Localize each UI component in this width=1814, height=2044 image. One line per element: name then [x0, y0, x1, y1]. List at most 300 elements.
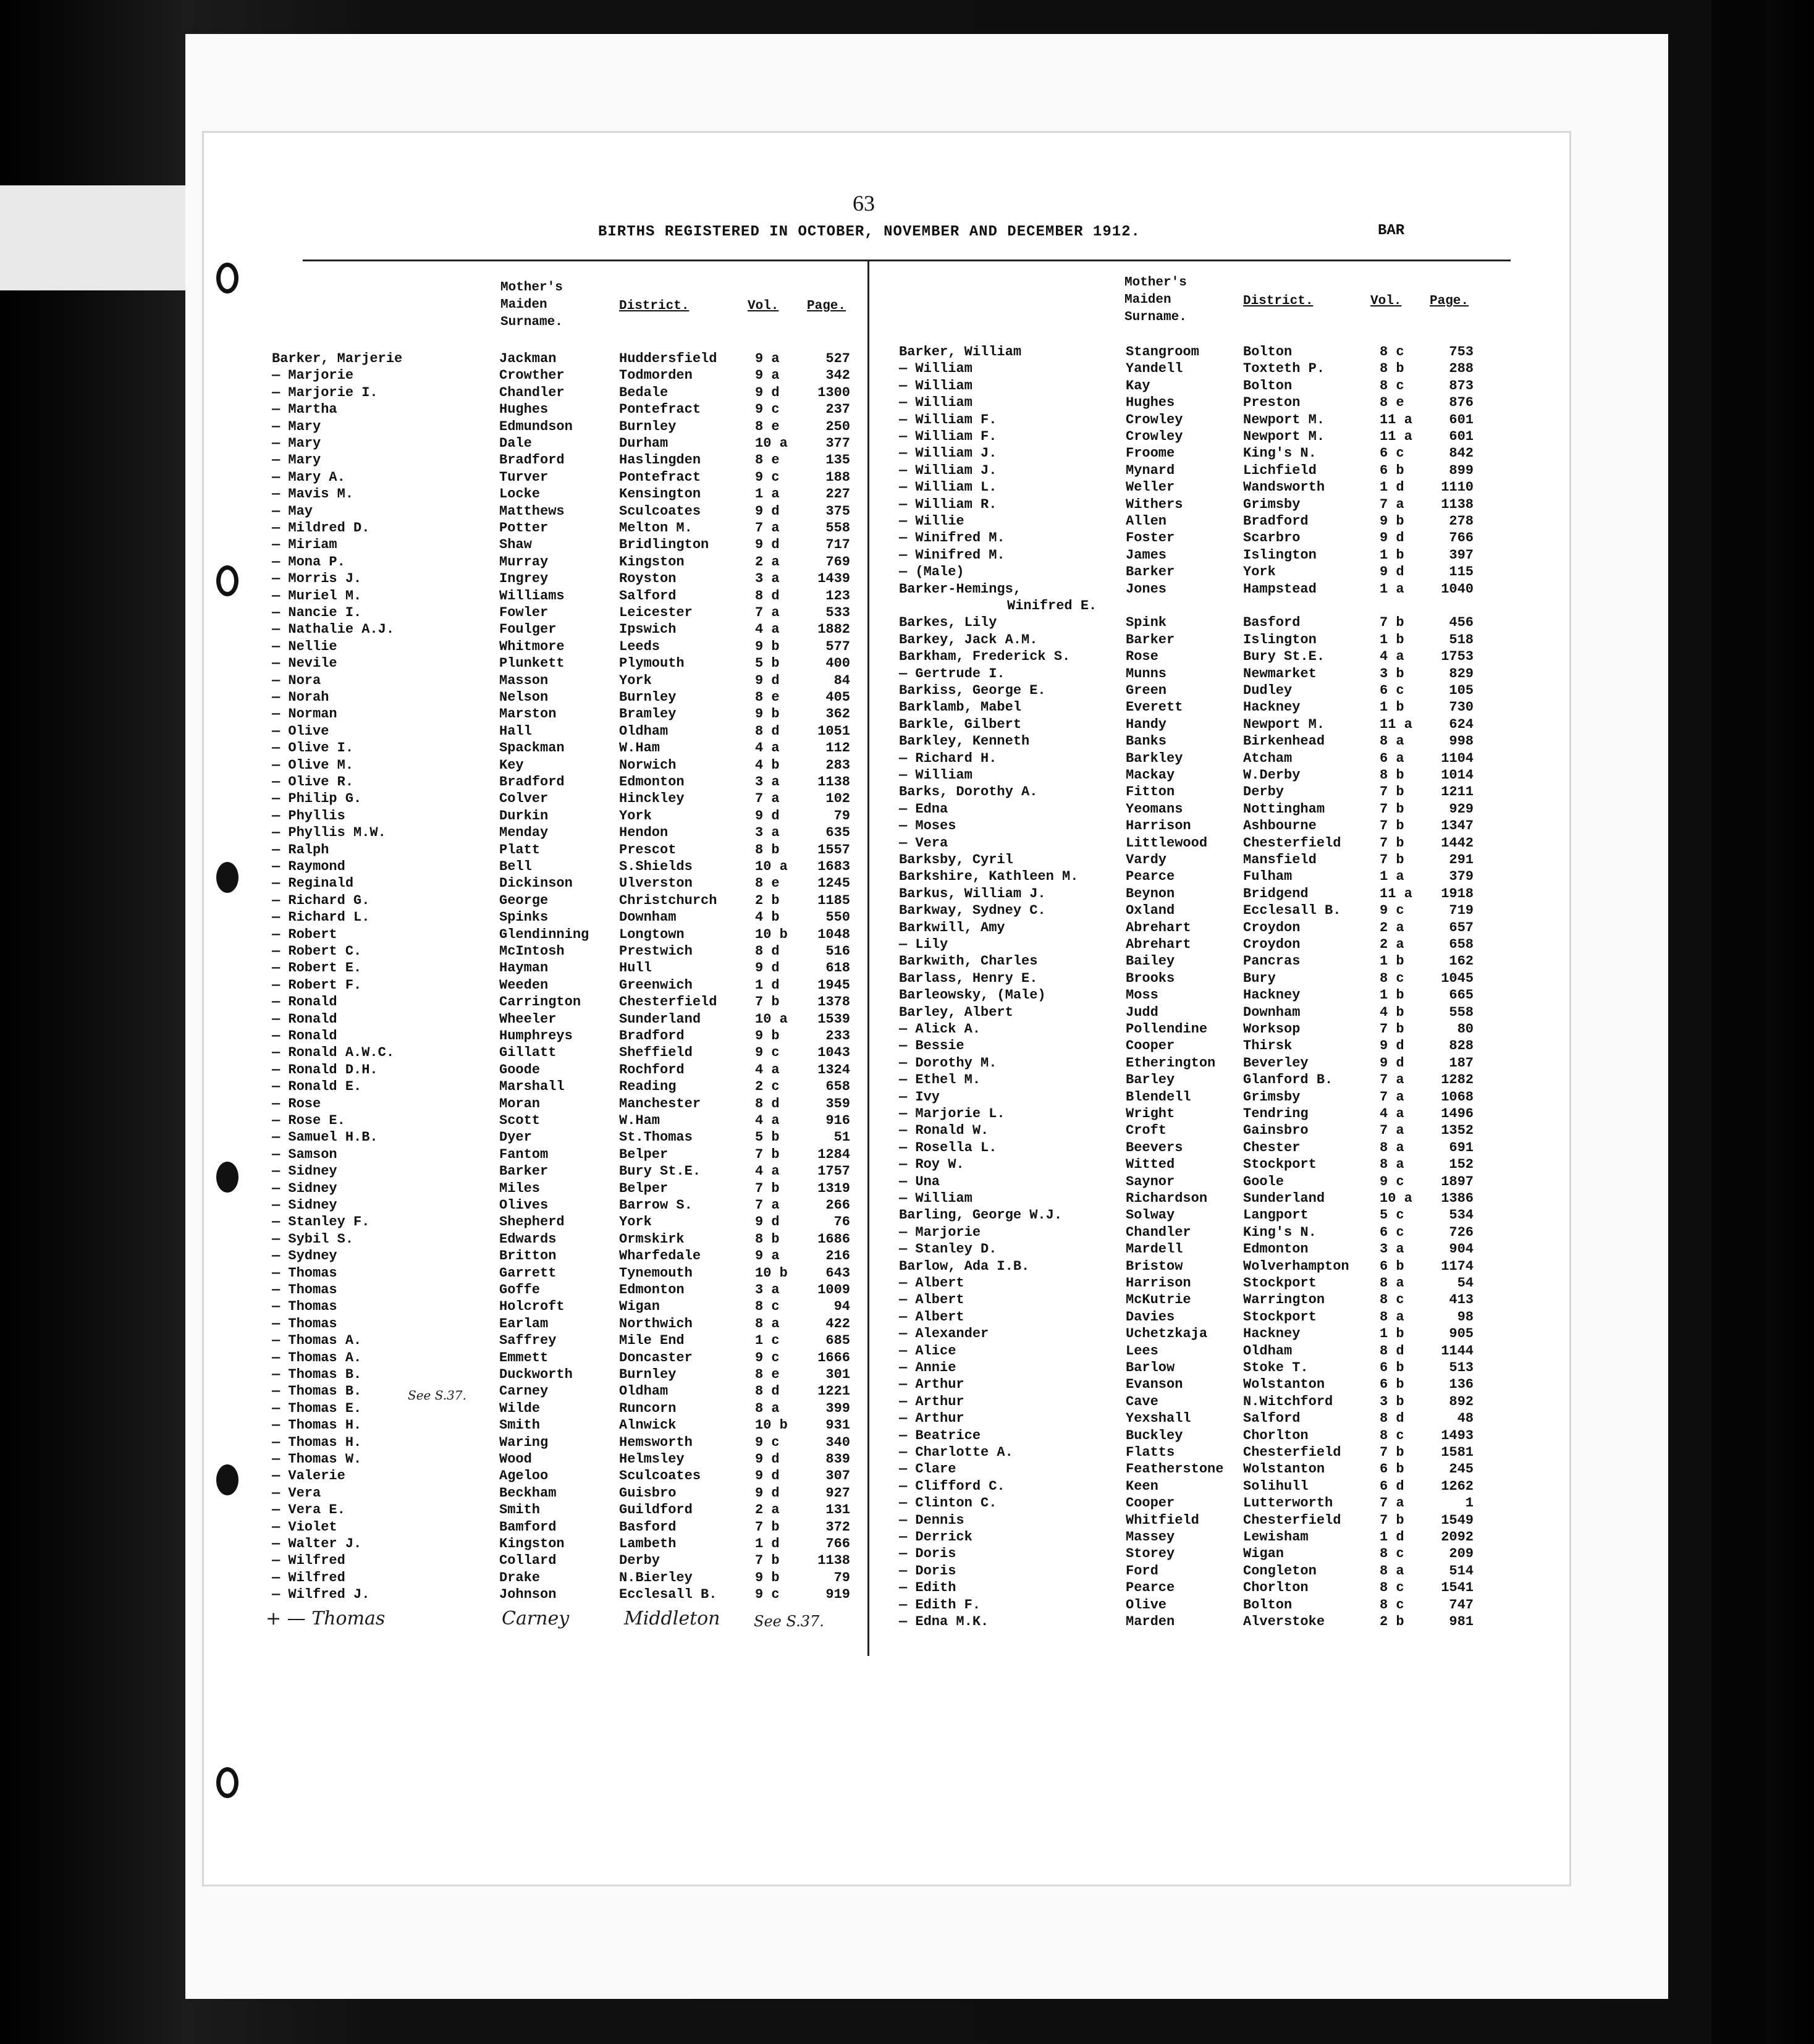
- entry-district: Mile End: [619, 1333, 685, 1349]
- entry-vol: 4 a: [755, 1163, 780, 1180]
- entry-page: 162: [1449, 953, 1474, 969]
- entry-name: — Wilfred: [272, 1553, 345, 1569]
- entry-name: — Samson: [272, 1146, 337, 1162]
- entry-vol: 9 d: [755, 960, 780, 976]
- entry-page: 618: [825, 960, 850, 976]
- entry-name: Barkus, William J.: [899, 885, 1046, 902]
- entry-mother: Wheeler: [499, 1011, 557, 1027]
- entry-mother: Gillatt: [499, 1045, 557, 1061]
- entry-page: 1549: [1441, 1512, 1474, 1528]
- entry-name: — Robert C.: [272, 944, 362, 959]
- entry-page: 1683: [817, 859, 850, 874]
- entry-page: 518: [1449, 631, 1474, 648]
- entry-page: 278: [1449, 513, 1474, 529]
- entry-page: 1144: [1441, 1343, 1474, 1359]
- entry-vol: 9 a: [755, 351, 780, 366]
- entry-page: 1185: [817, 892, 850, 908]
- entry-district: Reading: [619, 1079, 677, 1095]
- entry-page: 1040: [1441, 581, 1474, 597]
- entry-mother: Matthews: [499, 503, 565, 519]
- entry-name: — Stanley F.: [272, 1214, 370, 1230]
- entry-page: 379: [1449, 869, 1474, 885]
- entry-district: Stockport: [1243, 1309, 1317, 1325]
- entry-vol: 7 b: [1380, 784, 1404, 800]
- entry-name: — Edna: [899, 801, 948, 817]
- entry-page: 927: [825, 1485, 850, 1501]
- entry-vol: 6 b: [1380, 1461, 1404, 1477]
- entry-page: 359: [825, 1096, 850, 1112]
- entry-name: — Raymond: [272, 859, 345, 874]
- entry-page: 1262: [1441, 1478, 1474, 1494]
- entry-name: — Annie: [899, 1360, 956, 1375]
- entry-mother: Dale: [499, 436, 532, 451]
- entry-page: 534: [1449, 1207, 1474, 1223]
- entry-mother: Holcroft: [499, 1299, 565, 1315]
- entry-mother: Harrison: [1126, 818, 1191, 834]
- entry-mother: Shepherd: [499, 1214, 565, 1230]
- entry-page: 1918: [1441, 885, 1474, 902]
- entry-page: 1282: [1441, 1072, 1474, 1088]
- entry-name: — Roy W.: [899, 1157, 964, 1173]
- entry-mother: James: [1126, 547, 1167, 563]
- entry-page: 413: [1449, 1292, 1474, 1308]
- entry-mother: Turver: [499, 469, 549, 485]
- entry-mother: Bristow: [1126, 1258, 1183, 1274]
- entry-page: 1945: [817, 977, 850, 993]
- entry-vol: 7 b: [755, 1553, 780, 1569]
- entry-vol: 2 b: [1380, 1614, 1404, 1629]
- entry-district: Oldham: [619, 1383, 669, 1400]
- entry-name: — Walter J.: [272, 1536, 362, 1552]
- entry-mother: Croft: [1126, 1123, 1167, 1139]
- entry-mother: Wright: [1126, 1106, 1175, 1121]
- entry-district: Chesterfield: [1243, 1445, 1341, 1460]
- entry-name: — Alexander: [899, 1326, 989, 1342]
- punch-hole-icon: [216, 1162, 238, 1193]
- entry-vol: 7 b: [1380, 615, 1404, 631]
- entry-vol: 9 b: [755, 638, 780, 654]
- entry-name: — Albert: [899, 1275, 964, 1291]
- entry-page: 658: [825, 1079, 850, 1095]
- entry-district: Hendon: [619, 825, 669, 841]
- entry-name: — Martha: [272, 402, 337, 418]
- entry-district: Croydon: [1243, 919, 1301, 935]
- entry-district: W.Ham: [619, 1113, 660, 1128]
- entry-district: Christchurch: [619, 892, 717, 908]
- entry-district: Northwich: [619, 1316, 693, 1332]
- entry-district: York: [619, 672, 652, 688]
- entry-district: Preston: [1243, 395, 1301, 411]
- entry-district: Norwich: [619, 757, 677, 773]
- entry-page: 1753: [1441, 649, 1474, 665]
- entry-district: Bury St.E.: [1243, 649, 1325, 665]
- entry-page: 766: [1449, 530, 1474, 546]
- entry-page: 399: [825, 1400, 850, 1416]
- entry-page: 233: [825, 1028, 850, 1044]
- entry-district: Chorlton: [1243, 1427, 1309, 1443]
- entry-mother: Banks: [1126, 733, 1167, 750]
- entry-mother: Whitmore: [499, 638, 565, 654]
- entry-name: — (Male): [899, 564, 964, 580]
- entry-mother: Buckley: [1126, 1427, 1183, 1443]
- entry-vol: 7 b: [755, 1519, 780, 1535]
- entry-page: 726: [1449, 1224, 1474, 1240]
- entry-mother: Miles: [499, 1180, 541, 1196]
- entry-name: Barkes, Lily: [899, 615, 997, 631]
- entry-mother: Pearce: [1126, 869, 1175, 885]
- entry-district: Alnwick: [619, 1417, 677, 1434]
- entry-vol: 1 b: [1380, 699, 1404, 716]
- entry-page: 769: [825, 554, 850, 570]
- entry-name: — Nathalie A.J.: [272, 622, 395, 638]
- entry-page: 842: [1449, 446, 1474, 462]
- entry-vol: 7 b: [1380, 1445, 1404, 1460]
- entry-vol: 9 b: [755, 706, 780, 722]
- entry-name: Barlass, Henry E.: [899, 970, 1038, 986]
- entry-page: 1045: [1441, 970, 1474, 986]
- punch-hole-icon: [216, 263, 238, 294]
- entry-district: Beverley: [1243, 1055, 1309, 1071]
- entry-vol: 1 b: [1380, 631, 1404, 648]
- entry-page: 1051: [817, 723, 850, 739]
- entry-vol: 3 a: [755, 571, 780, 587]
- entry-district: Prescot: [619, 842, 677, 858]
- entry-mother: Witted: [1126, 1157, 1175, 1173]
- entry-district: Salford: [619, 588, 677, 604]
- entry-vol: 2 a: [755, 554, 780, 570]
- entry-page: 601: [1449, 412, 1474, 428]
- entry-name: — Alick A.: [899, 1021, 981, 1037]
- entry-district: Mansfield: [1243, 852, 1317, 868]
- entry-name: — Stanley D.: [899, 1241, 997, 1257]
- entry-vol: 7 a: [1380, 496, 1404, 512]
- entry-name: — Edith F.: [899, 1597, 981, 1613]
- entry-district: St.Thomas: [619, 1130, 693, 1146]
- entry-name: — Reginald: [272, 876, 354, 892]
- entry-vol: 3 b: [1380, 665, 1404, 682]
- entry-vol: 1 b: [1380, 987, 1404, 1003]
- entry-district: Wharfedale: [619, 1248, 701, 1264]
- entry-vol: 8 a: [755, 1316, 780, 1332]
- handwritten-district: Middleton: [624, 1608, 720, 1629]
- entry-page: 1493: [1441, 1427, 1474, 1443]
- entry-mother: Edmundson: [499, 418, 573, 434]
- entry-name: — Sybil S.: [272, 1231, 354, 1247]
- margin-note: See S.37.: [408, 1388, 466, 1403]
- entry-name: — Vera: [272, 1485, 321, 1501]
- entry-mother: Marshall: [499, 1079, 565, 1095]
- entry-page: 1386: [1441, 1191, 1474, 1206]
- entry-mother: Davies: [1126, 1309, 1175, 1325]
- entry-page: 916: [825, 1113, 850, 1128]
- entry-district: Bury: [1243, 970, 1276, 986]
- entry-mother: Froome: [1126, 446, 1175, 462]
- entry-district: Grimsby: [1243, 496, 1301, 512]
- entry-name: — Dorothy M.: [899, 1055, 997, 1071]
- entry-district: Hemsworth: [619, 1434, 693, 1450]
- entry-page: 1496: [1441, 1106, 1474, 1121]
- entry-page: 558: [825, 520, 850, 536]
- entry-mother: Abrehart: [1126, 919, 1191, 935]
- entry-vol: 1 d: [755, 1536, 780, 1552]
- entry-vol: 10 b: [755, 1265, 788, 1281]
- entry-name: Barlow, Ada I.B.: [899, 1258, 1030, 1274]
- entry-mother: Littlewood: [1126, 835, 1208, 851]
- entry-name: — William R.: [899, 496, 997, 512]
- entry-district: Hackney: [1243, 699, 1301, 716]
- entry-name: — Nevile: [272, 656, 337, 672]
- page-header-left: Page.: [807, 299, 846, 313]
- entry-district: Gainsbro: [1243, 1123, 1309, 1139]
- entry-page: 422: [825, 1316, 850, 1332]
- entry-vol: 8 a: [755, 1400, 780, 1416]
- entry-vol: 10 a: [1380, 1191, 1412, 1206]
- entry-name: — Phyllis: [272, 808, 345, 824]
- entry-vol: 8 d: [755, 723, 780, 739]
- entry-district: Plymouth: [619, 656, 685, 672]
- entry-district: Solihull: [1243, 1478, 1309, 1494]
- entry-district: Longtown: [619, 926, 685, 942]
- entry-vol: 1 a: [1380, 869, 1404, 885]
- entry-vol: 8 d: [755, 1096, 780, 1112]
- entry-district: Stoke T.: [1243, 1360, 1309, 1375]
- entry-district: Prestwich: [619, 944, 693, 959]
- entry-name: Barkshire, Kathleen M.: [899, 869, 1079, 885]
- entry-page: 291: [1449, 852, 1474, 868]
- entry-vol: 9 d: [755, 808, 780, 824]
- entry-district: Newport M.: [1243, 716, 1325, 732]
- entry-name: — Albert: [899, 1309, 964, 1325]
- entry-mother: Mardell: [1126, 1241, 1183, 1257]
- entry-vol: 8 c: [1380, 1597, 1404, 1613]
- header-rule: [303, 260, 1511, 261]
- entry-mother: Foulger: [499, 622, 557, 638]
- entry-district: Glanford B.: [1243, 1072, 1333, 1088]
- entry-district: Belper: [619, 1180, 669, 1196]
- entry-name: — Robert F.: [272, 977, 362, 993]
- entry-vol: 7 b: [1380, 1021, 1404, 1037]
- entry-district: Fulham: [1243, 869, 1293, 885]
- entry-vol: 8 c: [1380, 378, 1404, 394]
- entry-vol: 8 c: [755, 1299, 780, 1315]
- entry-mother: McKutrie: [1126, 1292, 1191, 1308]
- entry-vol: 6 c: [1380, 683, 1404, 698]
- entry-name: — Sydney: [272, 1248, 337, 1264]
- entry-vol: 3 a: [755, 1282, 780, 1298]
- entry-name: — Winifred M.: [899, 547, 1005, 563]
- entry-name: Winifred E.: [1007, 598, 1097, 614]
- entry-mother: Bell: [499, 859, 532, 874]
- entry-name: — Ronald: [272, 1011, 337, 1027]
- entry-vol: 8 a: [1380, 1563, 1404, 1579]
- entry-name: — Albert: [899, 1292, 964, 1308]
- entry-page: 1138: [817, 1553, 850, 1569]
- entry-vol: 9 d: [755, 503, 780, 519]
- entry-vol: 7 a: [755, 1197, 780, 1213]
- entry-mother: Withers: [1126, 496, 1183, 512]
- entry-mother: George: [499, 892, 549, 908]
- entry-name: — Thomas: [272, 1316, 337, 1332]
- entry-vol: 8 d: [1380, 1343, 1404, 1359]
- entry-page: 1324: [817, 1062, 850, 1078]
- entry-page: 1014: [1441, 767, 1474, 783]
- entry-name: — Doris: [899, 1563, 956, 1579]
- entry-name: — William F.: [899, 412, 997, 428]
- entry-district: Burnley: [619, 1367, 677, 1382]
- entry-vol: 9 b: [755, 1569, 780, 1586]
- entry-name: — William: [899, 378, 972, 394]
- entry-vol: 4 b: [1380, 1004, 1404, 1020]
- entry-name: — Sidney: [272, 1180, 337, 1196]
- entry-name: — William: [899, 767, 972, 783]
- entry-district: Downham: [1243, 1004, 1301, 1020]
- district-header-left: District.: [619, 299, 690, 313]
- entry-district: Pontefract: [619, 402, 701, 418]
- entry-vol: 1 a: [1380, 581, 1404, 597]
- entry-vol: 9 c: [755, 1587, 780, 1603]
- entry-vol: 6 b: [1380, 462, 1404, 478]
- entry-name: — Mary: [272, 436, 321, 451]
- entry-district: Chorlton: [1243, 1580, 1309, 1596]
- entry-page: 919: [825, 1587, 850, 1603]
- entry-district: Chester: [1243, 1139, 1301, 1155]
- entry-page: 102: [825, 791, 850, 807]
- entry-page: 685: [825, 1333, 850, 1349]
- entry-page: 516: [825, 944, 850, 959]
- entry-page: 1319: [817, 1180, 850, 1196]
- entry-page: 98: [1457, 1309, 1474, 1325]
- entry-page: 48: [1457, 1411, 1474, 1427]
- entry-mother: Yandell: [1126, 361, 1183, 377]
- entry-vol: 5 b: [755, 1130, 780, 1146]
- entry-name: — Mary: [272, 418, 321, 434]
- entry-page: 1666: [817, 1349, 850, 1366]
- entry-mother: Glendinning: [499, 926, 589, 942]
- entry-vol: 8 a: [1380, 733, 1404, 750]
- entry-vol: 10 a: [755, 1011, 788, 1027]
- entry-vol: 8 e: [1380, 395, 1404, 411]
- entry-vol: 1 b: [1380, 1326, 1404, 1342]
- entry-page: 577: [825, 638, 850, 654]
- entry-district: Bedale: [619, 384, 669, 400]
- entry-page: 342: [825, 368, 850, 384]
- vol-header-right: Vol.: [1370, 294, 1402, 308]
- entry-mother: Featherstone: [1126, 1461, 1224, 1477]
- page-header-right: Page.: [1430, 294, 1469, 308]
- entry-vol: 9 d: [755, 672, 780, 688]
- entry-page: 216: [825, 1248, 850, 1264]
- entry-mother: Ford: [1126, 1563, 1158, 1579]
- entry-vol: 7 b: [1380, 852, 1404, 868]
- entry-vol: 10 a: [755, 859, 788, 874]
- entry-district: Dudley: [1243, 683, 1293, 698]
- entry-mother: Vardy: [1126, 852, 1167, 868]
- entry-page: 227: [825, 486, 850, 502]
- film-edge: [1711, 0, 1767, 2044]
- entry-name: — Clifford C.: [899, 1478, 1005, 1494]
- entry-name: — Thomas: [272, 1299, 337, 1315]
- punch-hole-icon: [216, 862, 238, 893]
- entry-district: Guildford: [619, 1502, 693, 1518]
- entry-name: — Olive: [272, 723, 329, 739]
- entry-page: 1138: [817, 774, 850, 790]
- entry-page: 513: [1449, 1360, 1474, 1375]
- entry-name: Barling, George W.J.: [899, 1207, 1063, 1223]
- entry-page: 123: [825, 588, 850, 604]
- entry-page: 1352: [1441, 1123, 1474, 1139]
- entry-vol: 8 e: [755, 452, 780, 468]
- entry-page: 245: [1449, 1461, 1474, 1477]
- entry-mother: Moran: [499, 1096, 541, 1112]
- entry-vol: 6 b: [1380, 1360, 1404, 1375]
- entry-district: Toxteth P.: [1243, 361, 1325, 377]
- entry-district: Warrington: [1243, 1292, 1325, 1308]
- entry-mother: Plunkett: [499, 656, 565, 672]
- entry-name: — Beatrice: [899, 1427, 981, 1443]
- entry-district: Chesterfield: [1243, 1512, 1341, 1528]
- handwritten-reference: See S.37.: [754, 1613, 824, 1630]
- entry-vol: 7 a: [1380, 1072, 1404, 1088]
- entry-page: 105: [1449, 683, 1474, 698]
- entry-vol: 9 d: [1380, 564, 1404, 580]
- entry-district: Newmarket: [1243, 665, 1317, 682]
- entry-vol: 2 c: [755, 1079, 780, 1095]
- entry-district: Doncaster: [619, 1349, 693, 1366]
- entry-name: — Thomas B.: [272, 1367, 362, 1382]
- entry-page: 1245: [817, 876, 850, 892]
- entry-name: — Morris J.: [272, 571, 362, 587]
- entry-mother: Collard: [499, 1553, 557, 1569]
- entry-page: 1882: [817, 622, 850, 638]
- entry-page: 904: [1449, 1241, 1474, 1257]
- entry-vol: 2 a: [1380, 919, 1404, 935]
- entry-mother: Foster: [1126, 530, 1175, 546]
- entry-district: Rochford: [619, 1062, 685, 1078]
- entry-page: 981: [1449, 1614, 1474, 1629]
- entry-mother: Barlow: [1126, 1360, 1175, 1375]
- entry-page: 375: [825, 503, 850, 519]
- entry-district: Haslingden: [619, 452, 701, 468]
- entry-mother: Lees: [1126, 1343, 1158, 1359]
- entry-vol: 11 a: [1380, 429, 1412, 444]
- entry-mother: Hughes: [1126, 395, 1175, 411]
- entry-mother: Abrehart: [1126, 937, 1191, 952]
- entry-district: Leeds: [619, 638, 660, 654]
- entry-vol: 1 d: [755, 977, 780, 993]
- entry-mother: Britton: [499, 1248, 557, 1264]
- entry-name: — Nancie I.: [272, 605, 362, 620]
- entry-vol: 7 a: [1380, 1495, 1404, 1511]
- entry-district: Lutterworth: [1243, 1495, 1333, 1511]
- entry-mother: Hayman: [499, 960, 549, 976]
- entry-page: 288: [1449, 361, 1474, 377]
- entry-name: — Rose E.: [272, 1113, 345, 1128]
- entry-mother: Barkley: [1126, 750, 1183, 766]
- entry-page: 1897: [1441, 1173, 1474, 1189]
- entry-name: — Thomas: [272, 1282, 337, 1298]
- entry-name: — Lily: [899, 937, 948, 952]
- entry-district: Ecclesall B.: [1243, 903, 1341, 919]
- entry-mother: Weeden: [499, 977, 549, 993]
- mother-header-right: Mother's Maiden Surname.: [1124, 276, 1187, 324]
- entry-mother: Everett: [1126, 699, 1183, 716]
- entry-name: — Norman: [272, 706, 337, 722]
- entry-mother: Pollendine: [1126, 1021, 1208, 1037]
- entry-district: Pancras: [1243, 953, 1301, 969]
- entry-page: 307: [825, 1468, 850, 1484]
- entry-name: — Norah: [272, 690, 329, 705]
- entry-vol: 10 a: [755, 436, 788, 451]
